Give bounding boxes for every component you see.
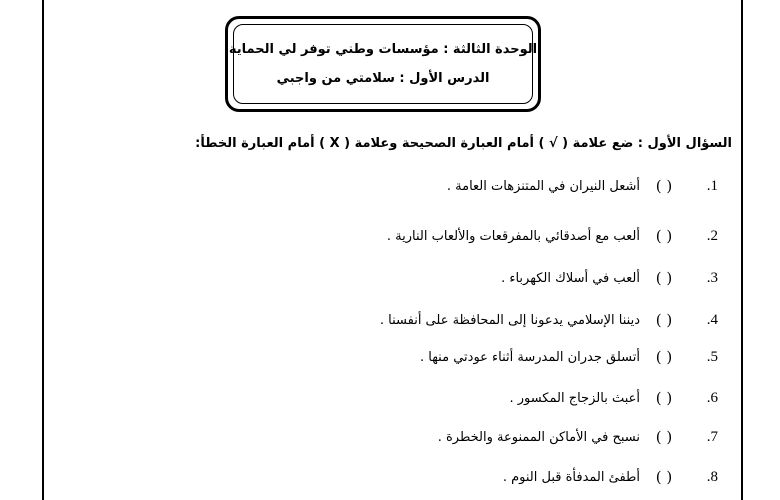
answer-box[interactable]: ( ) bbox=[655, 177, 673, 195]
title-frame-inner bbox=[228, 24, 538, 104]
title-frame bbox=[225, 16, 541, 112]
answer-box[interactable]: ( ) bbox=[655, 468, 673, 486]
item-text: أعبث بالزجاج المكسور . bbox=[509, 390, 640, 406]
answer-box[interactable]: ( ) bbox=[655, 227, 673, 245]
list-item bbox=[380, 310, 718, 330]
item-text: أتسلق جدران المدرسة أثناء عودتي منها . bbox=[419, 349, 640, 365]
list-item bbox=[420, 347, 718, 367]
item-number: 1. bbox=[706, 177, 718, 194]
item-text: ديننا الإسلامي يدعونا إلى المحافظة على أنفسنا . bbox=[379, 312, 640, 328]
list-item bbox=[387, 226, 718, 246]
page-border-right bbox=[741, 0, 743, 500]
list-item bbox=[503, 467, 718, 487]
answer-box[interactable]: ( ) bbox=[655, 389, 673, 407]
lesson-title: الدرس الأول : سلامتي من واجبي bbox=[276, 71, 490, 86]
answer-box[interactable]: ( ) bbox=[655, 348, 673, 366]
list-item bbox=[501, 268, 718, 288]
list-item bbox=[447, 176, 718, 196]
item-text: ألعب مع أصدقائي بالمفرقعات والألعاب النارية . bbox=[386, 228, 640, 244]
page-border-left bbox=[42, 0, 44, 500]
item-number: 3. bbox=[706, 269, 718, 286]
question-prompt: السؤال الأول : ضع علامة ( √ ) أمام العبارة الصحيحة وعلامة ( X ) أمام العبارة الخطأ: bbox=[195, 136, 732, 151]
item-number: 2. bbox=[706, 227, 718, 244]
answer-box[interactable]: ( ) bbox=[655, 311, 673, 329]
item-text: نسبح في الأماكن الممنوعة والخطرة . bbox=[437, 429, 640, 445]
item-number: 6. bbox=[706, 389, 718, 406]
item-number: 4. bbox=[706, 311, 718, 328]
item-text: أشعل النيران في المتنزهات العامة . bbox=[446, 178, 640, 194]
answer-box[interactable]: ( ) bbox=[655, 269, 673, 287]
item-number: 5. bbox=[706, 348, 718, 365]
item-text: أطفئ المدفأة قبل النوم . bbox=[502, 469, 640, 485]
list-item bbox=[509, 388, 718, 408]
answer-box[interactable]: ( ) bbox=[655, 428, 673, 446]
item-number: 8. bbox=[706, 468, 718, 485]
item-text: ألعب في أسلاك الكهرباء . bbox=[501, 270, 640, 286]
item-number: 7. bbox=[706, 428, 718, 445]
list-item bbox=[438, 427, 718, 447]
unit-title: الوحدة الثالثة : مؤسسات وطني توفر لي الحماية bbox=[228, 42, 538, 57]
